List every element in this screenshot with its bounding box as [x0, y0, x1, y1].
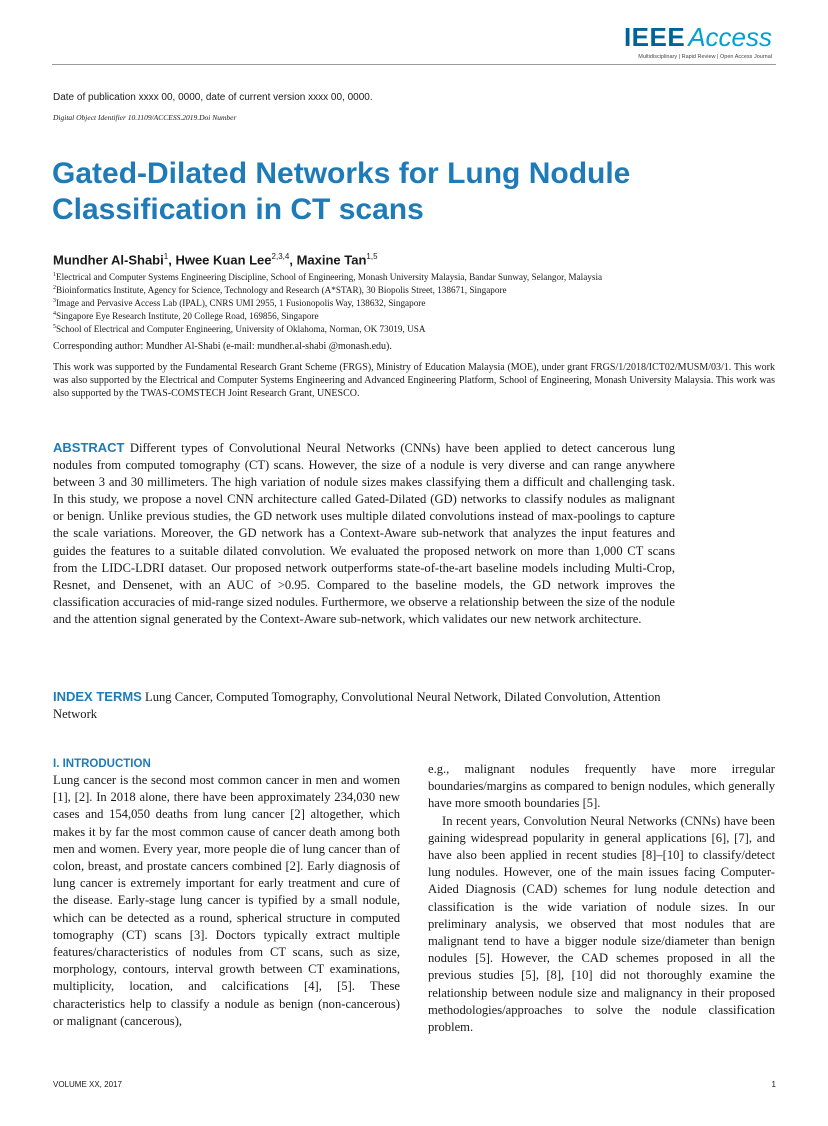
logo-ieee-text: IEEE [623, 22, 686, 52]
column-right [428, 761, 775, 1036]
author-affil-sup: 2,3,4 [271, 252, 290, 261]
affiliation-text: Electrical and Computer Systems Engineering Discipline, School of Engineering, Monash University Malaysia, Bandar Sunway, Selangor, Malaysia [56, 272, 603, 283]
author-name: Mundher Al-Shabi [53, 252, 164, 268]
abstract [53, 439, 675, 628]
author-list [53, 252, 378, 267]
abstract-label: ABSTRACT [53, 440, 125, 455]
column-left [53, 757, 400, 1030]
footer-volume: VOLUME XX, 2017 [53, 1080, 122, 1089]
header-rule [52, 64, 776, 65]
affiliation-text: Singapore Eye Research Institute, 20 College Road, 169856, Singapore [56, 311, 319, 322]
affiliation-number: 1 [53, 272, 56, 278]
affiliation-text: Image and Pervasive Access Lab (IPAL), CNRS UMI 2955, 1 Fusionopolis Way, 138632, Singapore [56, 298, 426, 309]
author-name: Hwee Kuan Lee [175, 252, 272, 268]
affiliation-text: School of Electrical and Computer Engineering, University of Oklahoma, Norman, OK 73019, USA [56, 324, 426, 335]
index-terms [53, 688, 675, 723]
section-heading: I. INTRODUCTION [53, 758, 151, 770]
logo-access-text: Access [688, 22, 772, 52]
author-name: Maxine Tan [296, 252, 367, 268]
author-separator: , [289, 252, 297, 268]
index-terms-text: Lung Cancer, Computed Tomography, Convolutional Neural Network, Dilated Convolution, Attention Network [53, 690, 661, 721]
author-affil-sup: 1 [163, 252, 169, 261]
index-terms-label: INDEX TERMS [53, 689, 142, 704]
paper-title: Gated-Dilated Networks for Lung Nodule Classification in CT scans [52, 157, 631, 226]
logo-tagline: Multidisciplinary | Rapid Review | Open Access Journal [638, 54, 772, 60]
affiliation-5 [53, 321, 777, 336]
intro-paragraph-1: Lung cancer is the second most common cancer in men and women [1], [2]. In 2018 alone, there have been approximately 234,030 new cases and 154,050 deaths from lung cancer [2] altogether, which makes it by far the most common cause of cancer death among both men and women. Every year, more people die of lung cancer than of colon, breast, and prostate cancers combined [2]. Early diagnosis of lung cancer is extremely important for early treatment and cure of the disease. Early-stage lung cancer is typified by a small nodule, which can be detected as a round, spherical structure in computed tomography (CT) scans [3]. Doctors typically extract multiple features/characteristics of nodules from CT scans, such as size, morphology, contours, interval growth between CT examinations, multiplicity, location, and calcifications [4], [5]. These characteristics help to classify a nodule as benign (non-cancerous) or malignant (cancerous), [53, 773, 400, 1028]
affiliation-number: 2 [53, 285, 56, 291]
affiliation-number: 4 [53, 311, 56, 317]
affiliation-text: Bioinformatics Institute, Agency for Science, Technology and Research (A*STAR), 30 Biopolis Street, 138671, Singapore [56, 285, 507, 296]
page-number: 1 [771, 1080, 776, 1089]
author-separator: , [168, 252, 176, 268]
corresponding-author: Corresponding author: Mundher Al-Shabi (e-mail: mundher.al-shabi @monash.edu). [53, 341, 392, 352]
publication-date: Date of publication xxxx 00, 0000, date of current version xxxx 00, 0000. [53, 92, 373, 103]
abstract-text: Different types of Convolutional Neural Networks (CNNs) have been applied to detect cancerous lung nodules from computed tomography (CT) scans. However, the size of a nodule is very diverse and can range anywhere between 3 and 30 millimeters. The high variation of nodule sizes makes classifying them a difficult and challenging task. In this study, we propose a novel CNN architecture called Gated-Dilated (GD) networks to classify nodules as malignant or benign. Unlike previous studies, the GD network uses multiple dilated convolutions instead of max-poolings to capture the scale variations. Moreover, the GD network has a Context-Aware sub-network that analyzes the input features and guides the features to a suitable dilated convolution. We evaluated the proposed network on more than 1,000 CT scans from the LIDC-LDRI dataset. Our proposed network outperforms state-of-the-art baseline models including Multi-Crop, Resnet, and Densenet, with an AUC of >0.95. Compared to the baseline models, the GD network improves the classification accuracies of mid-range sized nodules. Furthermore, we observe a relationship between the size of the nodule and the attention signal generated by the Context-Aware sub-network, which validates our new network architecture. [53, 441, 675, 626]
funding-statement: This work was supported by the Fundamental Research Grant Scheme (FRGS), Ministry of Education Malaysia (MOE), under grant FRGS/1/2018/ICT02/MUSM/03/1. This work was also supported by the Electrical and Computer Systems Engineering and Advanced Engineering Platform, School of Engineering, Monash University Malaysia. This work was also supported by the TWAS-COMSTECH Joint Research Grant, UNESCO. [53, 362, 775, 399]
affiliation-number: 3 [53, 298, 56, 304]
doi-line: Digital Object Identifier 10.1109/ACCESS.2019.Doi Number [53, 113, 237, 122]
affiliation-number: 5 [53, 324, 56, 330]
intro-paragraph-2: In recent years, Convolution Neural Networks (CNNs) have been gaining widespread popularity in general applications [6], [7], and have also been applied in recent studies [8]–[10] to classify/detect lung nodules. However, one of the main issues facing Computer-Aided Diagnosis (CAD) schemes for lung nodule detection and classification is the wide variation of nodule sizes. In our preliminary analysis, we observed that most nodules that are malignant tend to have a bigger nodule size/diameter than benign nodules [5]. However, the CAD schemes proposed in all the previous studies [5], [8], [10] did not thoroughly examine the relationship between nodule size and malignancy in their proposed methodologies/approaches to solve the nodule classification problem. [428, 813, 775, 1035]
intro-paragraph-continued: e.g., malignant nodules frequently have more irregular boundaries/margins as compared to benign nodules, which generally have more smooth boundaries [5]. [428, 762, 775, 811]
journal-logo [624, 22, 772, 60]
author-affil-sup: 1,5 [366, 252, 378, 261]
